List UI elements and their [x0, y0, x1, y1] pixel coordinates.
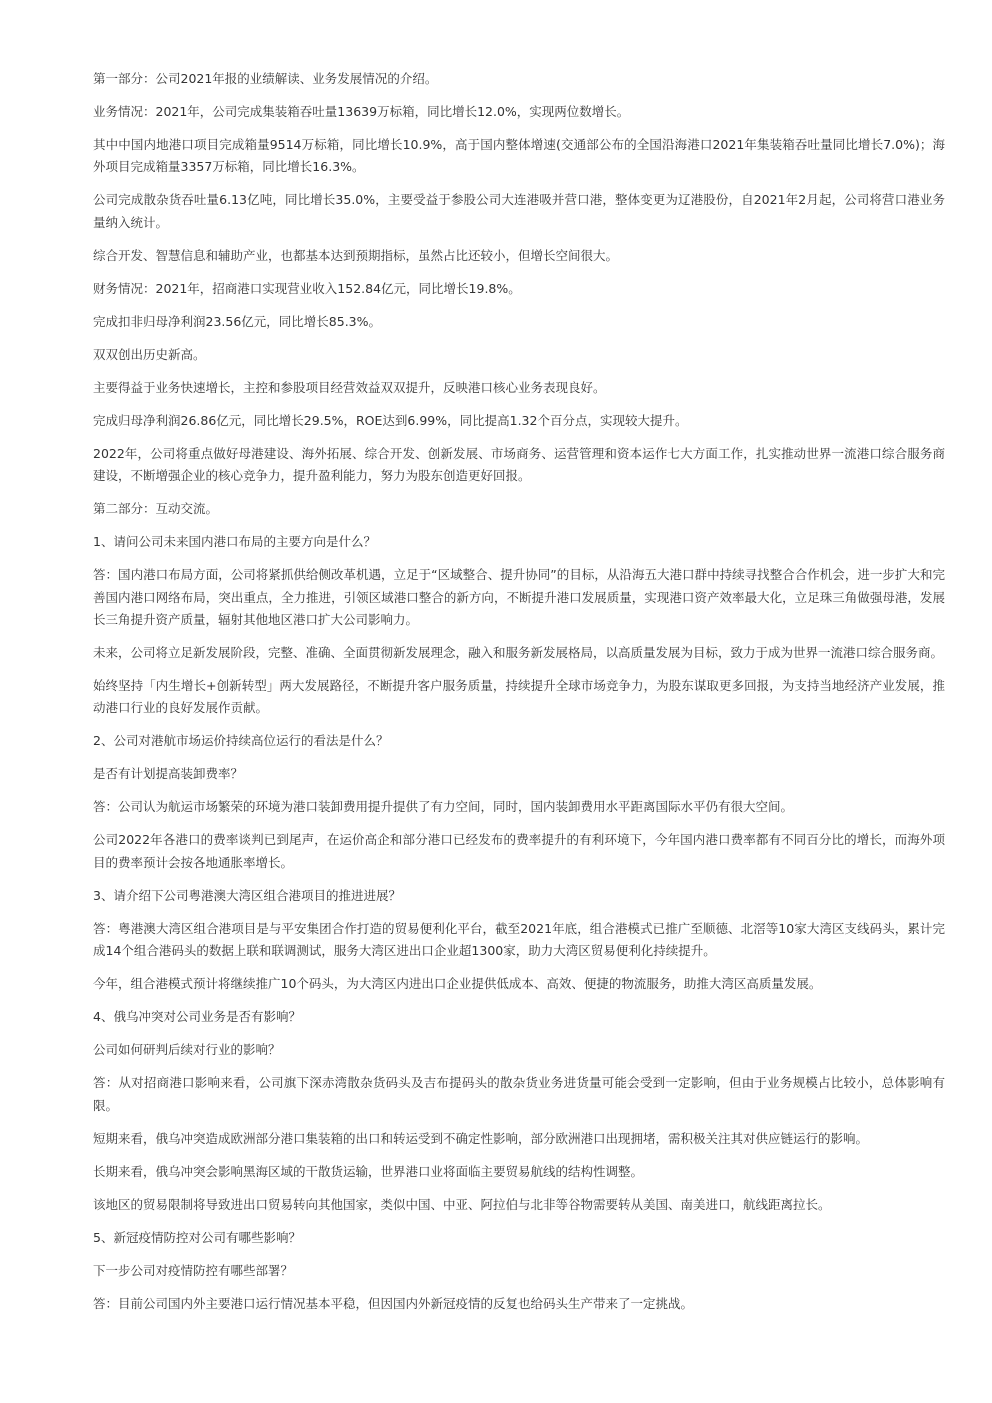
- paragraph-net-profit-roe: 完成归母净利润26.86亿元，同比增长29.5%，ROE达到6.99%，同比提高1.32个百分点，实现较大提升。: [93, 412, 688, 428]
- answer-4-part-3: 长期来看，俄乌冲突会影响黑海区域的干散货运输，世界港口业将面临主要贸易航线的结构性调整。: [93, 1163, 644, 1179]
- paragraph-bulk-cargo: 公司完成散杂货吞吐量6.13亿吨，同比增长35.0%，主要受益于参股公司大连港吸并营口港，整体变更为辽港股份，自2021年2月起，公司将营口港业务量纳入统计。: [93, 192, 945, 230]
- paragraph-2022-plan: 2022年，公司将重点做好母港建设、海外拓展、综合开发、创新发展、市场商务、运营管理和资本运作七大方面工作，扎实推动世界一流港口综合服务商建设，不断增强企业的核心竞争力，提升盈利能力，努力为股东创造更好回报。: [93, 445, 945, 484]
- section-heading-performance: 第一部分：公司2021年报的业绩解读、业务发展情况的介绍。: [93, 71, 438, 86]
- answer-3-part-2: 今年，组合港模式预计将继续推广10个码头，为大湾区内进出口企业提供低成本、高效、便捷的物流服务，助推大湾区高质量发展。: [93, 976, 822, 992]
- answer-1-part-1: 答：国内港口布局方面，公司将紧抓供给侧改革机遇，立足于“区域整合、提升协同”的目标，从沿海五大港口群中持续寻找整合合作机会，进一步扩大和完善国内港口网络布局，突出重点，全力推进，引领区域港口整合的新方向，不断提升港口发展质量，实现港口资产效率最大化，立足珠三角做强母港，发展长三角提升资产质量，辐射其他地区港口扩大公司影响力。: [93, 567, 945, 628]
- question-1: 1、请问公司未来国内港口布局的主要方向是什么？: [93, 534, 376, 550]
- answer-4-part-2: 短期来看，俄乌冲突造成欧洲部分港口集装箱的出口和转运受到不确定性影响，部分欧洲港口出现拥堵，需积极关注其对供应链运行的影响。: [93, 1130, 869, 1146]
- paragraph-other-businesses: 综合开发、智慧信息和辅助产业，也都基本达到预期指标，虽然占比还较小，但增长空间很大。: [93, 247, 619, 263]
- paragraph-domestic-overseas-volume: 其中中国内地港口项目完成箱量9514万标箱，同比增长10.9%，高于国内整体增速(交通部公布的全国沿海港口2021年集装箱吞吐量同比增长7.0%)；海外项目完成箱量3357万标箱，同比增长16.3%。: [93, 137, 945, 175]
- answer-4-part-1: 答：从对招商港口影响来看，公司旗下深赤湾散杂货码头及吉布提码头的散杂货业务进货量可能会受到一定影响，但由于业务规模占比较小，总体影响有限。: [93, 1075, 945, 1113]
- question-3: 3、请介绍下公司粤港澳大湾区组合港项目的推进进展？: [93, 887, 401, 903]
- document-body: [93, 68, 945, 1326]
- paragraph-record-high: 双双创出历史新高。: [93, 346, 206, 362]
- answer-1-part-3: 始终坚持「内生增长+创新转型」两大发展路径，不断提升客户服务质量，持续提升全球市场竞争力，为股东谋取更多回报，为支持当地经济产业发展，推动港口行业的良好发展作贡献。: [93, 678, 945, 716]
- paragraph-financial-overview: 财务情况：2021年，招商港口实现营业收入152.84亿元，同比增长19.8%。: [93, 280, 521, 296]
- answer-5-part-1: 答：目前公司国内外主要港口运行情况基本平稳，但因国内外新冠疫情的反复也给码头生产带来了一定挑战。: [93, 1295, 694, 1311]
- paragraph-growth-reasons: 主要得益于业务快速增长，主控和参股项目经营效益双双提升，反映港口核心业务表现良好。: [93, 379, 606, 395]
- paragraph-business-overview: 业务情况：2021年，公司完成集装箱吞吐量13639万标箱，同比增长12.0%，实现两位数增长。: [93, 104, 630, 119]
- question-5-follow-up: 下一步公司对疫情防控有哪些部署？: [93, 1262, 294, 1278]
- question-2: 2、公司对港航市场运价持续高位运行的看法是什么？: [93, 733, 389, 749]
- question-4: 4、俄乌冲突对公司业务是否有影响？: [93, 1009, 301, 1025]
- question-5: 5、新冠疫情防控对公司有哪些影响？: [93, 1229, 301, 1245]
- answer-4-part-4: 该地区的贸易限制将导致进出口贸易转向其他国家，类似中国、中亚、阿拉伯与北非等谷物需要转从美国、南美进口，航线距离拉长。: [93, 1196, 831, 1212]
- answer-2-part-1: 答：公司认为航运市场繁荣的环境为港口装卸费用提升提供了有力空间，同时，国内装卸费用水平距离国际水平仍有很大空间。: [93, 799, 794, 815]
- answer-3-part-1: 答：粤港澳大湾区组合港项目是与平安集团合作打造的贸易便利化平台，截至2021年底，组合港模式已推广至顺德、北滘等10家大湾区支线码头，累计完成14个组合港码头的数据上联和联调测试，服务大湾区进出口企业超1300家，助力大湾区贸易便利化持续提升。: [93, 920, 945, 959]
- answer-2-part-2: 公司2022年各港口的费率谈判已到尾声，在运价高企和部分港口已经发布的费率提升的有利环境下，今年国内港口费率都有不同百分比的增长，而海外项目的费率预计会按各地通胀率增长。: [93, 832, 945, 870]
- section-heading-qa: 第二部分：互动交流。: [93, 501, 219, 517]
- question-4-follow-up: 公司如何研判后续对行业的影响？: [93, 1042, 281, 1058]
- answer-1-part-2: 未来，公司将立足新发展阶段，完整、准确、全面贯彻新发展理念，融入和服务新发展格局，以高质量发展为目标，致力于成为世界一流港口综合服务商。: [93, 645, 944, 661]
- question-2-follow-up: 是否有计划提高装卸费率？: [93, 766, 244, 782]
- paragraph-net-profit-deducted: 完成扣非归母净利润23.56亿元，同比增长85.3%。: [93, 313, 381, 329]
